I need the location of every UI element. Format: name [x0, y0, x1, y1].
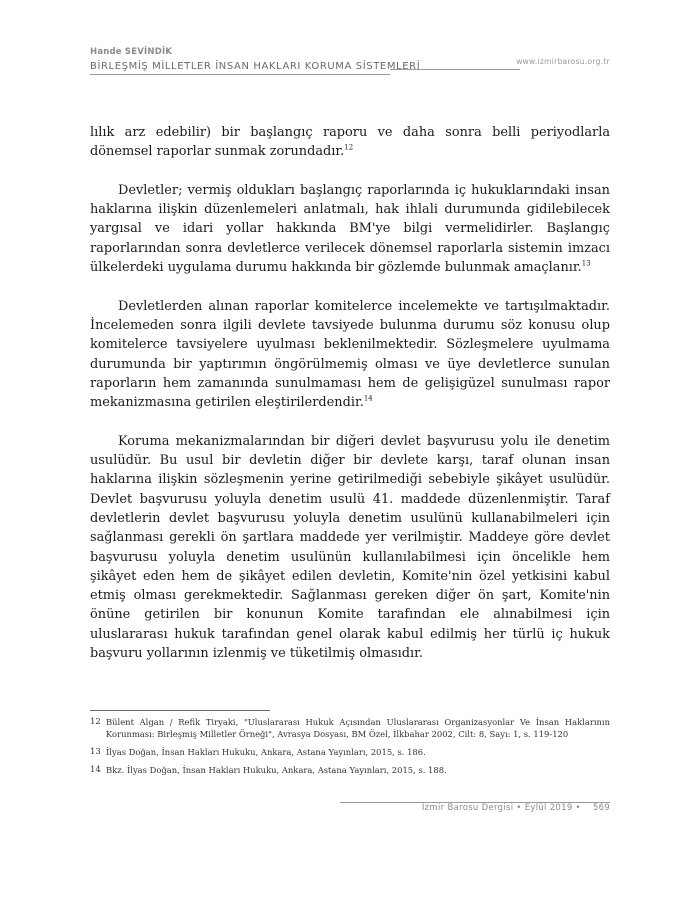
paragraph-3 — [90, 297, 610, 413]
footnote-ref: 13 — [581, 259, 591, 268]
paragraph-1 — [90, 123, 610, 162]
footnote-ref: 12 — [344, 144, 354, 152]
footnote-text: Bülent Algan / Refik Tiryaki, "Uluslararası Hukuk Açısından Uluslararası Organizasyonlar Ve İnsan Haklarının Korunması: Birleşmiş Milletler Örneği", Avrasya Dosyası, BM Özel, İlkbahar 2002, Cilt: 8, Sayı: 1, s. 119-120 — [106, 717, 610, 739]
paragraph-text: Koruma mekanizmalarından bir diğeri devlet başvurusu yolu ile denetim usulüdür. Bu usul bir devletin diğer bir devlete karşı, taraf olunan insan haklarına ilişkin sözleşmenin yerine getirilmediği sebebiyle şikâyet usulüdür. Devlet başvurusu yoluyla denetim usulü 41. maddede düzenlenmiştir. Taraf devletlerin devlet başvurusu yoluyla denetim usulünü kullanabilmeleri için sağlanması gerekli ön şartlara maddede yer verilmiştir. Maddeye göre devlet başvurusu yoluyla denetim usulünün kullanılabilmesi için öncelikle hem şikâyet eden hem de şikâyet edilen devletin, Komite'nin özel yetkisini kabul etmiş olması gerekmektedir. Sağlanması gereken diğer ön şart, Komite'nin önüne getirilen bir konunun Komite tarafından ele alınabilmesi için uluslararası hukuk tarafından genel olarak kabul edilmiş her türlü iç hukuk başvuru yollarının izlenmiş ve tüketilmiş olmasıdır. — [90, 433, 610, 662]
paragraph-text: Devletler; vermiş oldukları başlangıç raporlarında iç hukuklarındaki insan haklarına ilişkin düzenlemeleri anlatmalı, hak ihlali durumunda gidilebilecek yargısal ve idari yollar hakkında BM'ye bilgi vermelidirler. Başlangıç raporlarından sonra devletlerce verilecek dönemsel raporlarla sistemin imzacı ülkelerdeki uygulama durumu hakkında bir gözlemde bulunmak amaçlanır. — [90, 182, 610, 276]
footnotes — [90, 716, 610, 782]
footnote-12 — [90, 716, 610, 740]
paragraph-text: Devletlerden alınan raporlar komitelerce incelemekte ve tartışılmaktadır. İncelemeden sonra ilgili devlete tavsiyede bulunma durumu söz konusu olup komitelerce tavsiyelere uyulması beklenilmektedir. Sözleşmelere uyulmama durumunda bir yaptırımın öngörülmemiş olması ve üye devletlerce sunulan raporların hem zamanında sunulmaması hem de gelişigüzel sunulması rapor mekanizmasına getirilen eleştirilerdendir. — [90, 298, 610, 411]
header-website: www.izmirbarosu.org.tr — [516, 57, 610, 66]
footer-journal: İzmir Barosu Dergisi • Eylül 2019 • — [421, 803, 581, 813]
paragraph-4 — [90, 432, 610, 664]
header-rule — [90, 74, 390, 75]
footnote-text: Bkz. İlyas Doğan, İnsan Hakları Hukuku, Ankara, Astana Yayınları, 2015, s. 188. — [106, 765, 447, 775]
footnote-number: 12 — [90, 717, 101, 727]
footnote-rule — [90, 710, 270, 711]
footnote-14 — [90, 764, 610, 776]
body-text — [90, 123, 610, 683]
footnote-ref: 14 — [363, 394, 373, 403]
footnote-text: İlyas Doğan, İnsan Hakları Hukuku, Ankara, Astana Yayınları, 2015, s. 186. — [106, 747, 426, 757]
header-rule-right — [390, 69, 520, 70]
footnote-number: 14 — [90, 765, 101, 775]
page-footer — [422, 803, 610, 813]
page-number: 569 — [592, 803, 610, 813]
footnote-number: 13 — [90, 747, 101, 757]
header-series-title: BİRLEŞMİŞ MİLLETLER İNSAN HAKLARI KORUMA SİSTEMLERİ — [90, 61, 421, 72]
paragraph-2 — [90, 181, 610, 277]
paragraph-text: lılık arz edebilir) bir başlangıç raporu ve daha sonra belli periyodlarla dönemsel raporlar sunmak zorundadır. — [90, 125, 610, 160]
footnote-13 — [90, 746, 610, 758]
header-author: Hande SEVİNDİK — [90, 47, 173, 57]
